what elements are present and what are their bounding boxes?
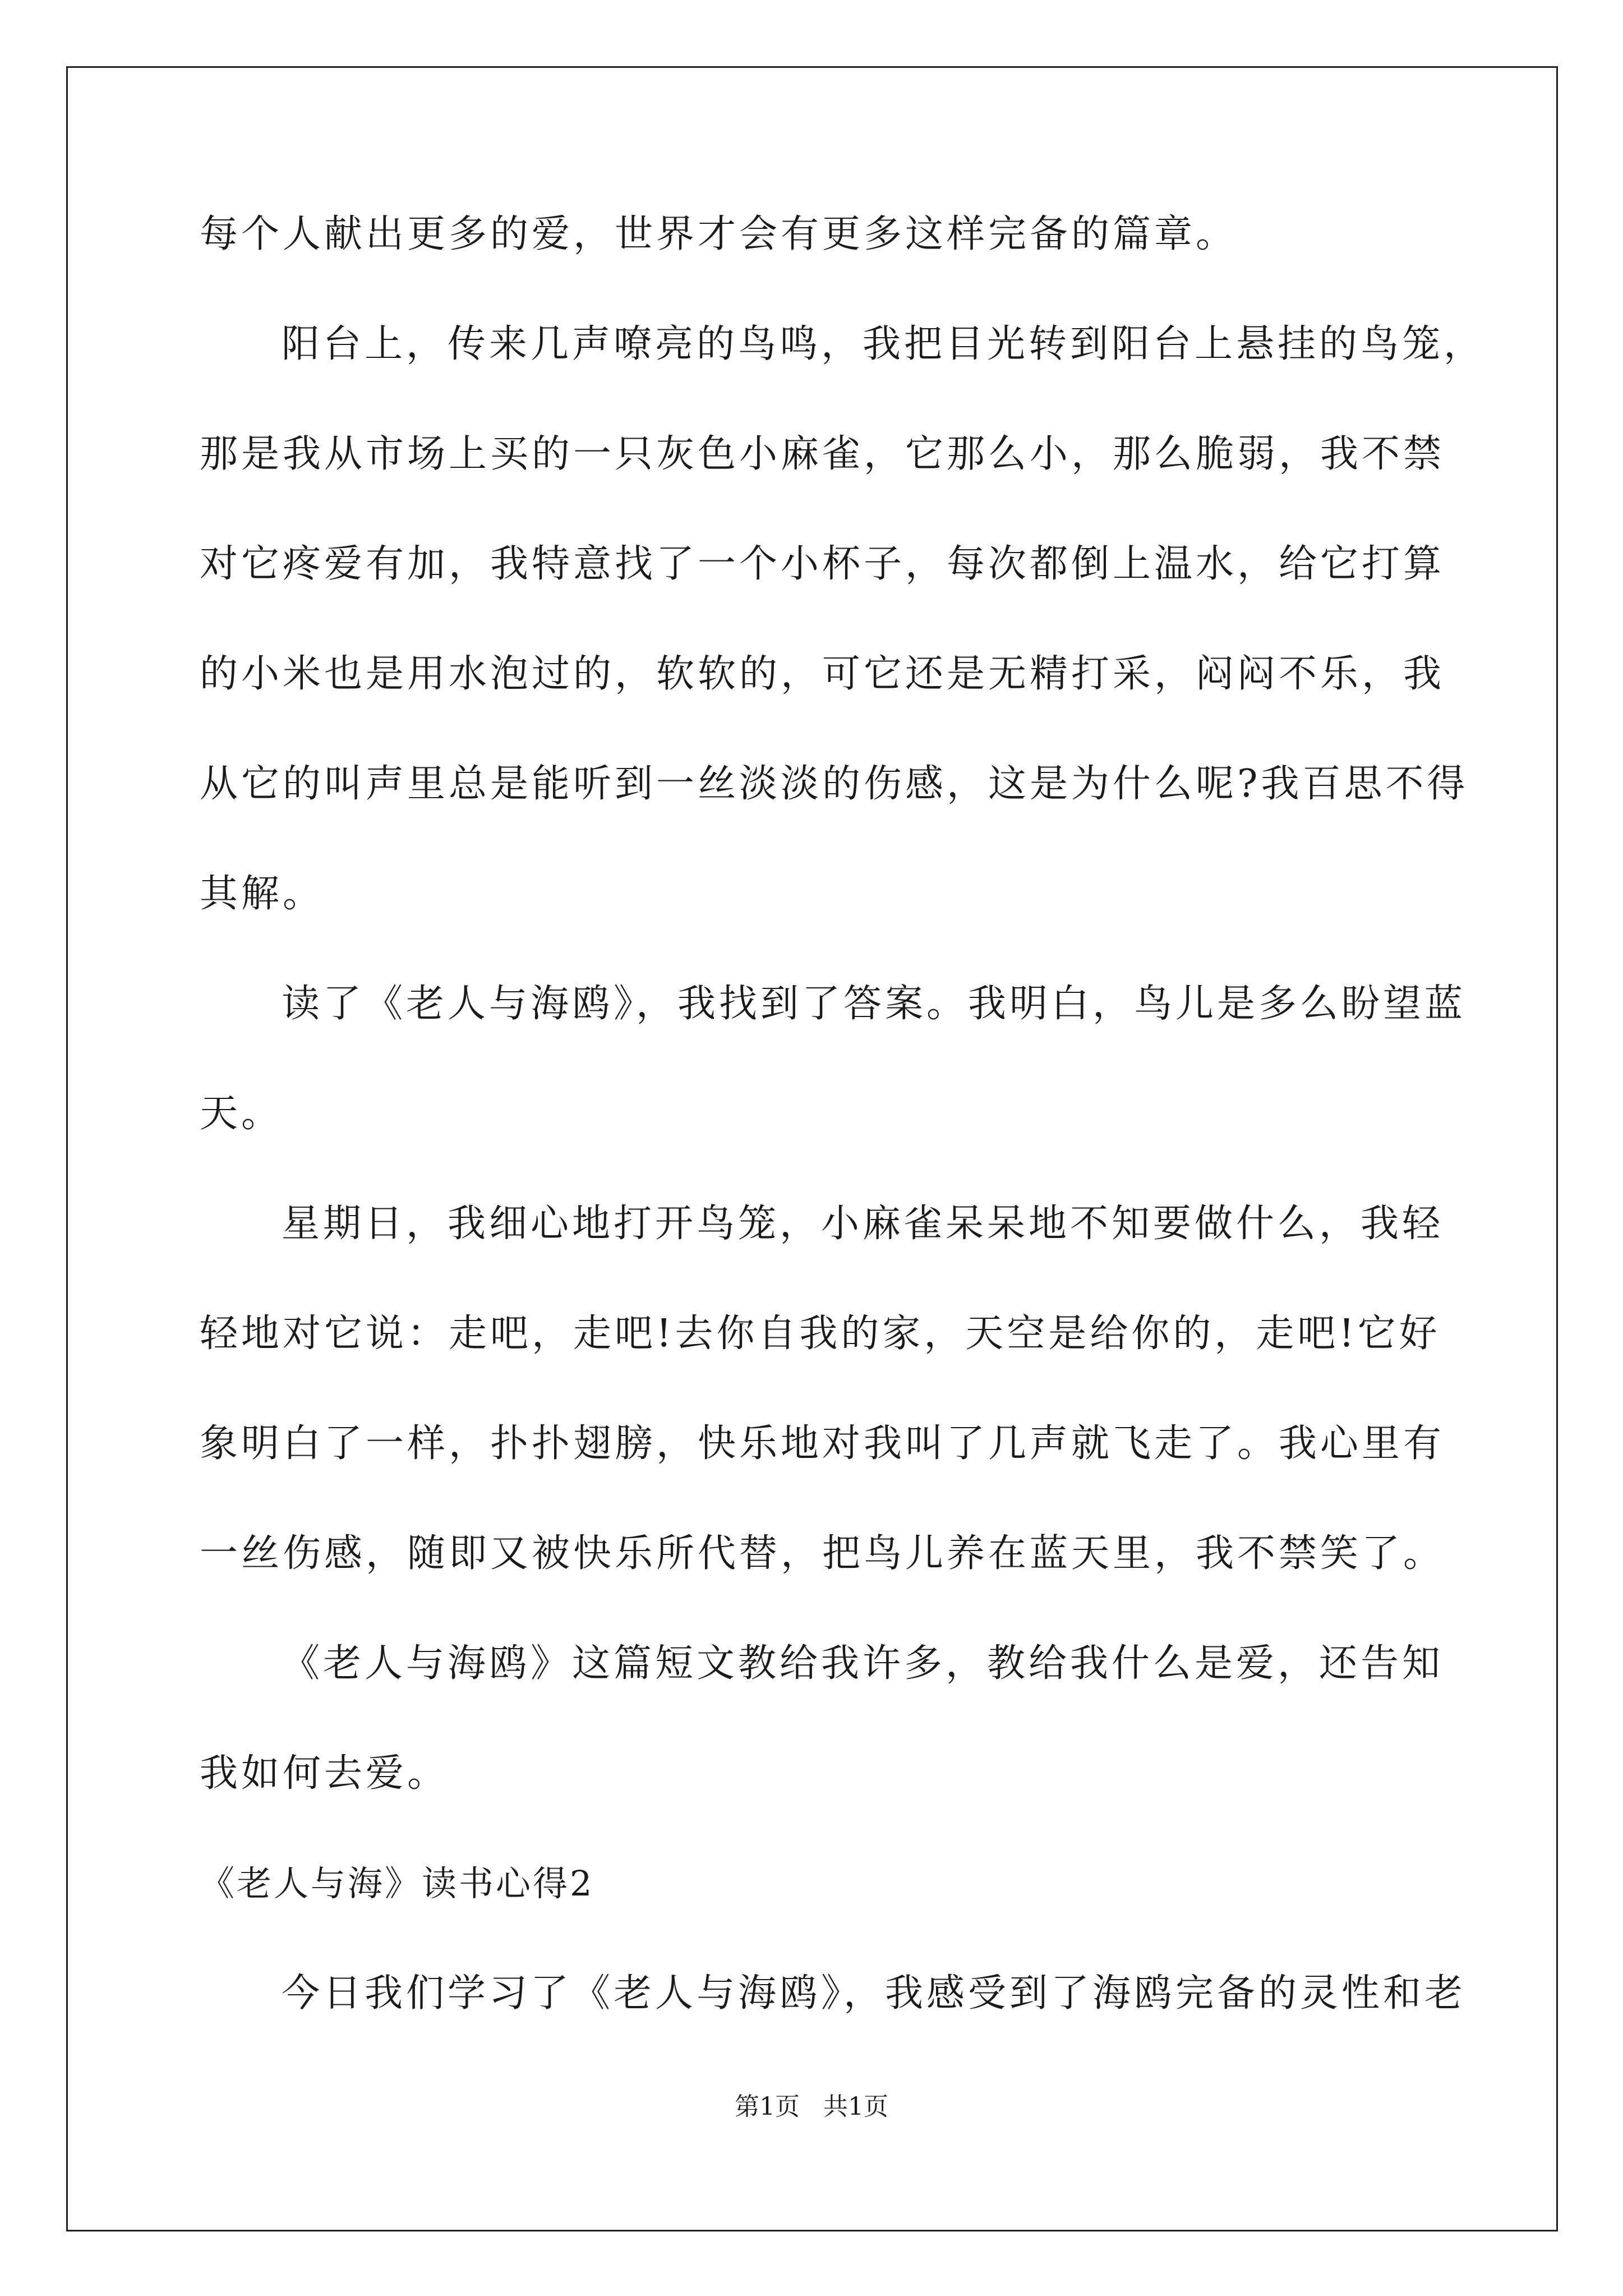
paragraph-line: 读了《老人与海鸥》，我找到了答案。我明白，鸟儿是多么盼望蓝	[282, 982, 1467, 1026]
paragraph-line: 星期日，我细心地打开鸟笼，小麻雀呆呆地不知要做什么，我轻	[282, 1202, 1444, 1246]
paragraph-line: 对它疼爱有加，我特意找了一个小杯子，每次都倒上温水，给它打算	[200, 542, 1445, 586]
paragraph-line: 那是我从市场上买的一只灰色小麻雀，它那么小，那么脆弱，我不禁	[200, 432, 1445, 476]
paragraph-line: 《老人与海鸥》这篇短文教给我许多，教给我什么是爱，还告知	[282, 1641, 1444, 1686]
paragraph-line: 我如何去爱。	[200, 1751, 449, 1796]
paragraph-line: 一丝伤感，随即又被快乐所代替，把鸟儿养在蓝天里，我不禁笑了。	[200, 1531, 1445, 1576]
paragraph-line: 阳台上，传来几声嘹亮的鸟鸣，我把目光转到阳台上悬挂的鸟笼，	[282, 322, 1486, 366]
paragraph-line: 象明白了一样，扑扑翅膀，快乐地对我叫了几声就飞走了。我心里有	[200, 1421, 1445, 1466]
paragraph-line: 轻地对它说：走吧，走吧!去你自我的家，天空是给你的，走吧!它好	[200, 1312, 1441, 1356]
paragraph-line: 每个人献出更多的爱，世界才会有更多这样完备的篇章。	[200, 212, 1238, 256]
paragraph-line: 天。	[200, 1092, 283, 1136]
document-body	[200, 212, 1486, 2049]
paragraph-line: 今日我们学习了《老人与海鸥》，我感受到了海鸥完备的灵性和老	[282, 1971, 1467, 2016]
paragraph-line: 从它的叫声里总是能听到一丝淡淡的伤感，这是为什么呢?我百思不得	[200, 762, 1469, 806]
paragraph-line: 的小米也是用水泡过的，软软的，可它还是无精打采，闷闷不乐，我	[200, 652, 1445, 696]
section-heading: 《老人与海》读书心得2	[200, 1863, 594, 1904]
page-footer: 第1页 共1页	[735, 2092, 888, 2121]
paragraph-line: 其解。	[200, 872, 325, 916]
